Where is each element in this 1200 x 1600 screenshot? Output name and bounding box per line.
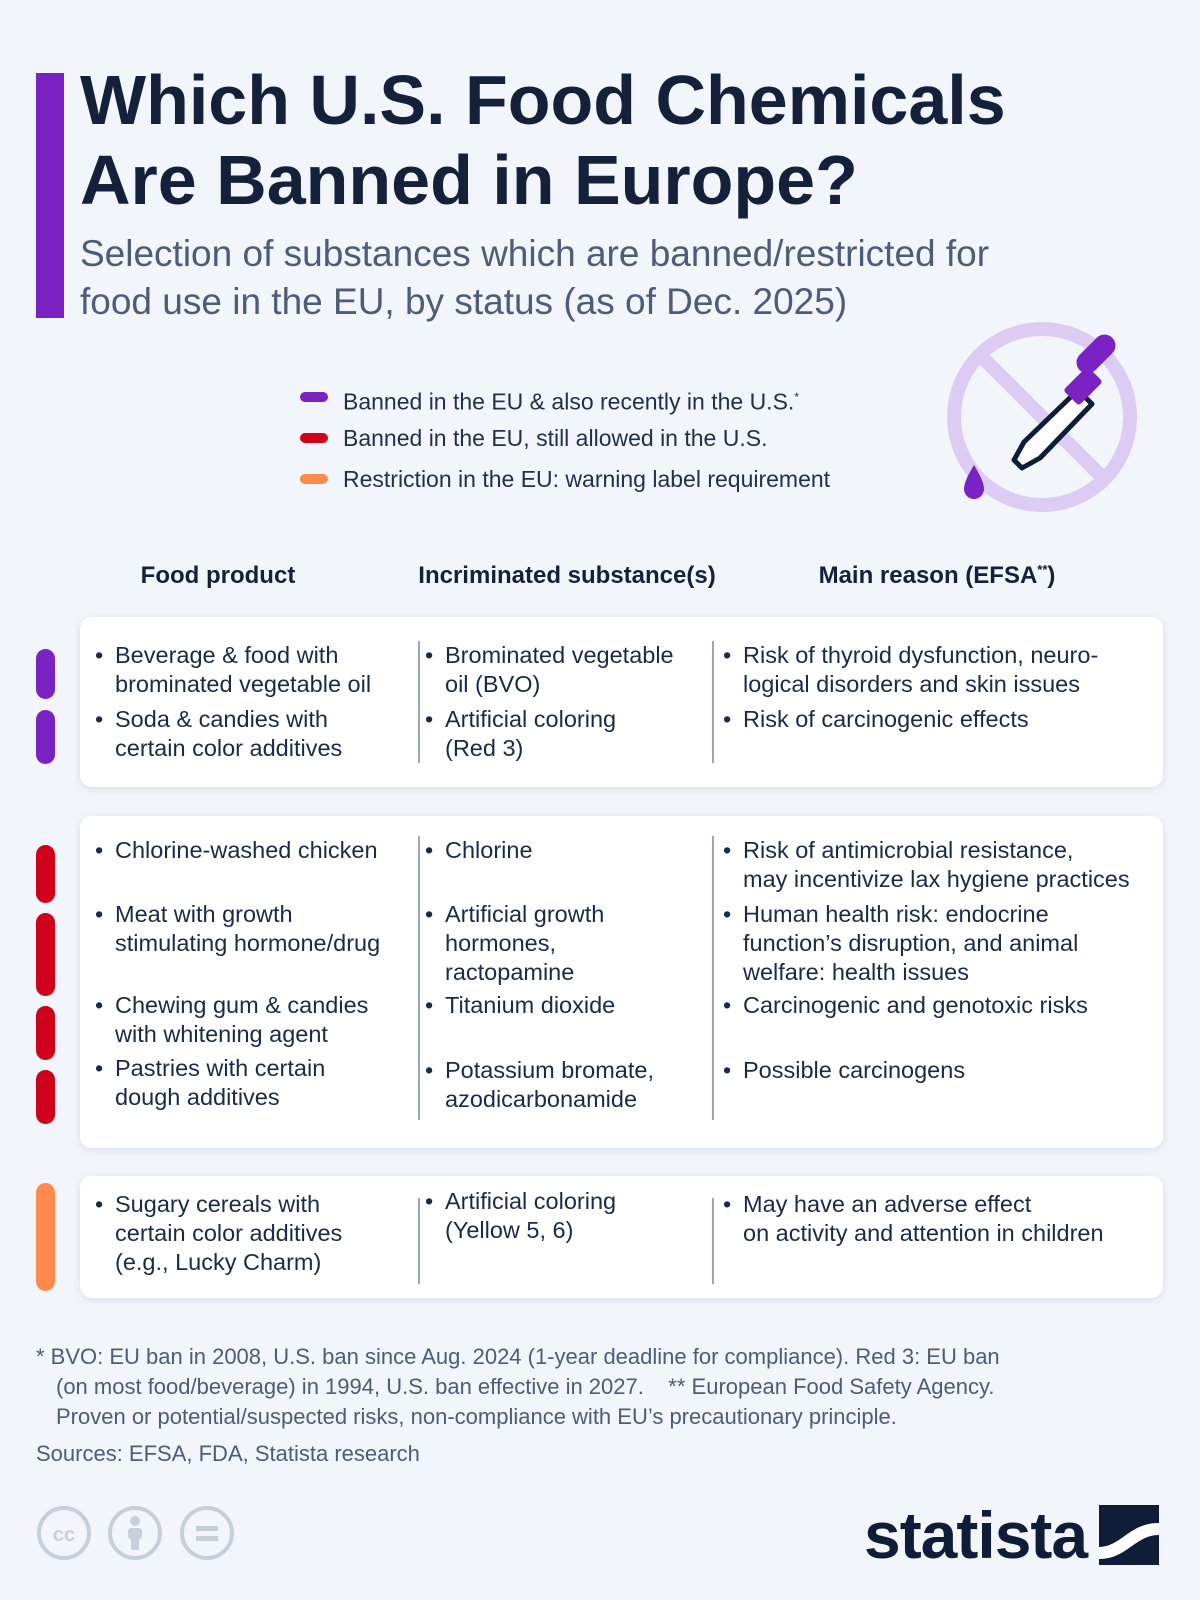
table-row (95, 1190, 405, 1277)
statista-logo[interactable] (864, 1500, 1159, 1570)
legend-swatch-orange (300, 474, 328, 484)
reason: • May have an adverse effect on activity and attention in children (723, 1190, 1163, 1248)
page-title (80, 60, 1080, 220)
column-header-substance: Incriminated substance(s) (418, 562, 716, 589)
status-marker-orange (36, 1183, 55, 1291)
column-divider (418, 836, 420, 1120)
reason: • Possible carcinogens (723, 1056, 1163, 1085)
table-row (425, 641, 695, 699)
substance: • Artificial coloring (Yellow 5, 6) (425, 1187, 695, 1245)
table-row (425, 1056, 695, 1114)
legend-label: Restriction in the EU: warning label requirement (343, 466, 831, 492)
footnote-line-3: Proven or potential/suspected risks, non-compliance with EU’s precautionary principle. (56, 1404, 897, 1429)
legend-swatch-purple (300, 392, 328, 402)
food-product: • Pastries with certain dough additives (95, 1054, 405, 1112)
food-product: • Chlorine-washed chicken (95, 836, 405, 865)
sources: Sources: EFSA, FDA, Statista research (36, 1441, 420, 1466)
title-line-2: Are Banned in Europe? (80, 141, 858, 219)
substance: • Titanium dioxide (425, 991, 695, 1020)
status-marker-purple (36, 710, 55, 764)
status-marker-red (36, 1006, 55, 1060)
status-marker-red (36, 1070, 55, 1124)
footnote-line-2: (on most food/beverage) in 1994, U.S. ban effective in 2027. ** European Food Safety Agency. (56, 1374, 995, 1399)
table-row (95, 991, 405, 1049)
food-product: • Chewing gum & candies with whitening agent (95, 991, 405, 1049)
reason: • Risk of antimicrobial resistance, may incentivize lax hygiene practices (723, 836, 1163, 894)
brand-wordmark: statista (864, 1498, 1088, 1572)
table-row (95, 836, 405, 865)
footnote-line-1: * BVO: EU ban in 2008, U.S. ban since Aug. 2024 (1-year deadline for compliance). Red 3: EU ban (36, 1344, 1000, 1369)
status-marker-red (36, 845, 55, 903)
subtitle-line-2: food use in the EU, by status (as of Dec. 2025) (80, 281, 848, 322)
no-derivatives-icon[interactable] (179, 1505, 235, 1561)
table-row (425, 900, 695, 987)
food-product: • Soda & candies with certain color additives (95, 705, 405, 763)
reason: • Carcinogenic and genotoxic risks (723, 991, 1163, 1020)
card-restriction-eu (80, 1176, 1163, 1298)
attribution-icon[interactable] (107, 1505, 163, 1561)
card-banned-eu-only (80, 816, 1163, 1148)
food-product: • Sugary cereals with certain color additives (e.g., Lucky Charm) (95, 1190, 405, 1277)
column-divider (418, 641, 420, 763)
table-row (95, 641, 405, 699)
table-row (723, 900, 1163, 987)
legend-label: Banned in the EU & also recently in the U.S.* (343, 388, 799, 415)
reason: • Risk of thyroid dysfunction, neuro- logical disorders and skin issues (723, 641, 1163, 699)
cc-icon[interactable] (36, 1505, 92, 1561)
column-divider (712, 836, 714, 1120)
column-divider (712, 641, 714, 763)
substance: • Potassium bromate, azodicarbonamide (425, 1056, 695, 1114)
legend-swatch-red (300, 433, 328, 443)
page-subtitle (80, 230, 1140, 326)
status-marker-purple (36, 649, 55, 699)
footnote (36, 1342, 1176, 1432)
subtitle-line-1: Selection of substances which are banned/restricted for (80, 233, 990, 274)
table-row (723, 641, 1163, 699)
reason: • Risk of carcinogenic effects (723, 705, 1163, 734)
table-row (95, 705, 405, 763)
table-row (723, 1056, 1163, 1085)
substance: • Artificial coloring (Red 3) (425, 705, 695, 763)
legend-label: Banned in the EU, still allowed in the U.S. (343, 425, 768, 451)
table-row (425, 705, 695, 763)
title-accent-bar (36, 73, 64, 318)
column-divider (418, 1198, 420, 1284)
table-row (425, 1187, 695, 1245)
statista-mark-icon (1099, 1505, 1159, 1565)
column-divider (712, 1198, 714, 1284)
card-banned-eu-and-us (80, 617, 1163, 787)
table-row (723, 1190, 1163, 1248)
table-row (425, 836, 695, 865)
table-row (95, 900, 405, 958)
column-header-food: Food product (140, 562, 296, 589)
substance: • Chlorine (425, 836, 695, 865)
substance: • Artificial growth hormones, ractopamine (425, 900, 695, 987)
food-product: • Meat with growth stimulating hormone/drug (95, 900, 405, 958)
table-row (425, 991, 695, 1020)
title-line-1: Which U.S. Food Chemicals (80, 61, 1006, 139)
substance: • Brominated vegetable oil (BVO) (425, 641, 695, 699)
svg-text:cc: cc (52, 1524, 76, 1546)
table-row (723, 836, 1163, 894)
table-row (95, 1054, 405, 1112)
reason: • Human health risk: endocrine function’s disruption, and animal welfare: health issues (723, 900, 1163, 987)
table-row (723, 991, 1163, 1020)
food-product: • Beverage & food with brominated vegetable oil (95, 641, 405, 699)
column-header-reason: Main reason (EFSA**) (818, 562, 1056, 589)
no-dropper-icon (940, 315, 1140, 515)
table-row (723, 705, 1163, 734)
status-marker-red (36, 913, 55, 996)
